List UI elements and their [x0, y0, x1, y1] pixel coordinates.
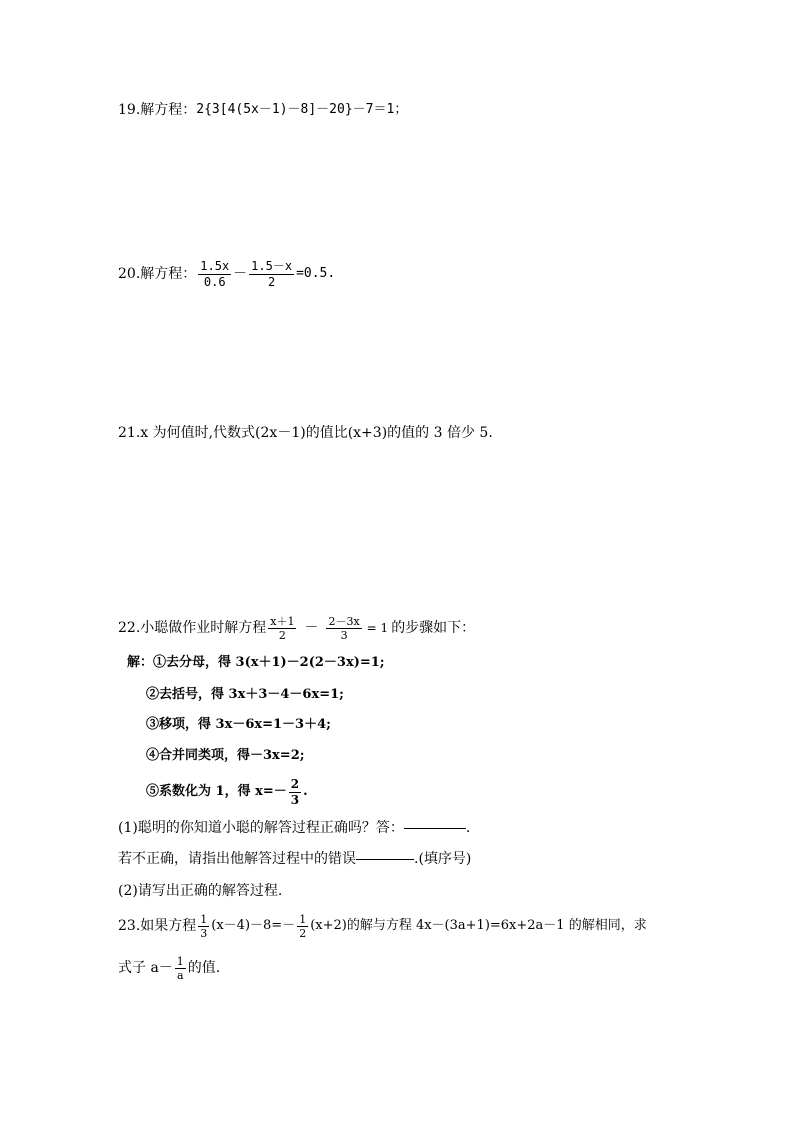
q22-part-2	[118, 881, 282, 901]
question-19	[118, 100, 407, 120]
q23-fraction-3	[175, 955, 186, 982]
q22-step5-numerator: 2	[290, 776, 300, 791]
q22-part-1b	[118, 849, 471, 869]
q19-number: 19.	[118, 102, 141, 118]
q22-step-3-text: ③移项，得 3x－6x=1－3＋4;	[146, 717, 331, 732]
q23-fraction-1	[198, 913, 209, 940]
q22-step5-denominator: 3	[290, 792, 300, 807]
question-20	[118, 255, 335, 293]
q20-frac2-denominator: 2	[268, 274, 276, 289]
q22-step-5-end: .	[303, 784, 308, 799]
q20-rhs: =0.5.	[296, 266, 336, 281]
q22-suffix: 的步骤如下：	[391, 620, 476, 636]
q22-prefix: 22.小聪做作业时解方程	[118, 620, 267, 636]
q23-frac1-numerator: 1	[200, 912, 208, 926]
q23-line2-end: 的值.	[187, 960, 221, 976]
answer-blank-1[interactable]	[404, 828, 466, 829]
q23-frac3-numerator: 1	[176, 954, 184, 968]
q22-step-3	[146, 715, 331, 735]
q23-mid-1: (x－4)－8=－	[211, 918, 296, 933]
q22-part1a-text: (1)聪明的你知道小聪的解答过程正确吗？答：	[118, 820, 404, 836]
q22-part2-text: (2)请写出正确的解答过程.	[118, 883, 283, 899]
q19-label: 解方程：	[140, 102, 197, 118]
q22-step-5-fraction	[289, 777, 301, 808]
q22-frac2-numerator: 2－3x	[328, 614, 360, 628]
q22-frac2-denominator: 3	[340, 628, 348, 642]
q22-step-2-text: ②去括号，得 3x＋3－4－6x=1;	[146, 687, 344, 702]
q22-step-4	[146, 746, 305, 766]
q22-part1b-end: .(填序号)	[414, 851, 472, 867]
q20-fraction-1	[198, 259, 231, 290]
q21-text: 21.x 为何值时,代数式(2x－1)的值比(x+3)的值的 3 倍少 5.	[118, 425, 493, 441]
answer-blank-2[interactable]	[356, 859, 414, 860]
q22-step-5-text: ⑤系数化为 1，得 x=－	[146, 784, 287, 799]
q22-step-2	[146, 685, 344, 705]
q22-step-1-text: 解：①去分母，得 3(x＋1)－2(2－3x)=1;	[127, 655, 385, 670]
q20-fraction-2	[249, 259, 294, 290]
question-22-prompt	[118, 610, 475, 646]
q22-part1a-end: .	[465, 820, 471, 836]
q23-frac2-numerator: 1	[299, 912, 307, 926]
q22-step-5	[146, 774, 308, 810]
q20-frac1-denominator: 0.6	[203, 274, 226, 289]
q23-line2-prefix: 式子 a－	[118, 960, 173, 976]
q23-mid-2: (x+2)的解与方程 4x－(3a+1)=6x+2a－1 的解相同，求	[310, 918, 647, 933]
q22-equals: = 1	[366, 621, 389, 635]
q22-frac1-numerator: x＋1	[270, 614, 295, 628]
q22-frac1-denominator: 2	[278, 628, 286, 642]
q22-step-1	[127, 653, 385, 673]
q22-minus: －	[304, 620, 319, 636]
q23-fraction-2	[297, 913, 308, 940]
question-23-line-1	[118, 908, 647, 944]
q23-frac1-denominator: 3	[200, 926, 208, 940]
q23-frac3-denominator: a	[177, 968, 184, 982]
question-23-line-2	[118, 950, 220, 986]
q20-frac2-numerator: 1.5－x	[251, 258, 293, 273]
q22-step-4-text: ④合并同类项，得－3x=2;	[146, 748, 305, 763]
q22-part1b-text: 若不正确，请指出他解答过程中的错误	[118, 851, 356, 867]
q20-frac1-numerator: 1.5x	[200, 258, 230, 273]
q22-fraction-2	[326, 615, 361, 642]
q23-frac2-denominator: 2	[299, 926, 307, 940]
q22-fraction-1	[268, 615, 296, 642]
q20-minus: －	[233, 266, 248, 282]
q20-label: 解方程：	[140, 266, 197, 282]
q22-part-1a	[118, 818, 470, 838]
q19-expression: 2{3[4(5x－1)－8]－20}－7＝1；	[196, 102, 408, 117]
q20-number: 20.	[118, 266, 141, 282]
q23-prefix: 23.如果方程	[118, 918, 197, 934]
question-21	[118, 423, 493, 443]
